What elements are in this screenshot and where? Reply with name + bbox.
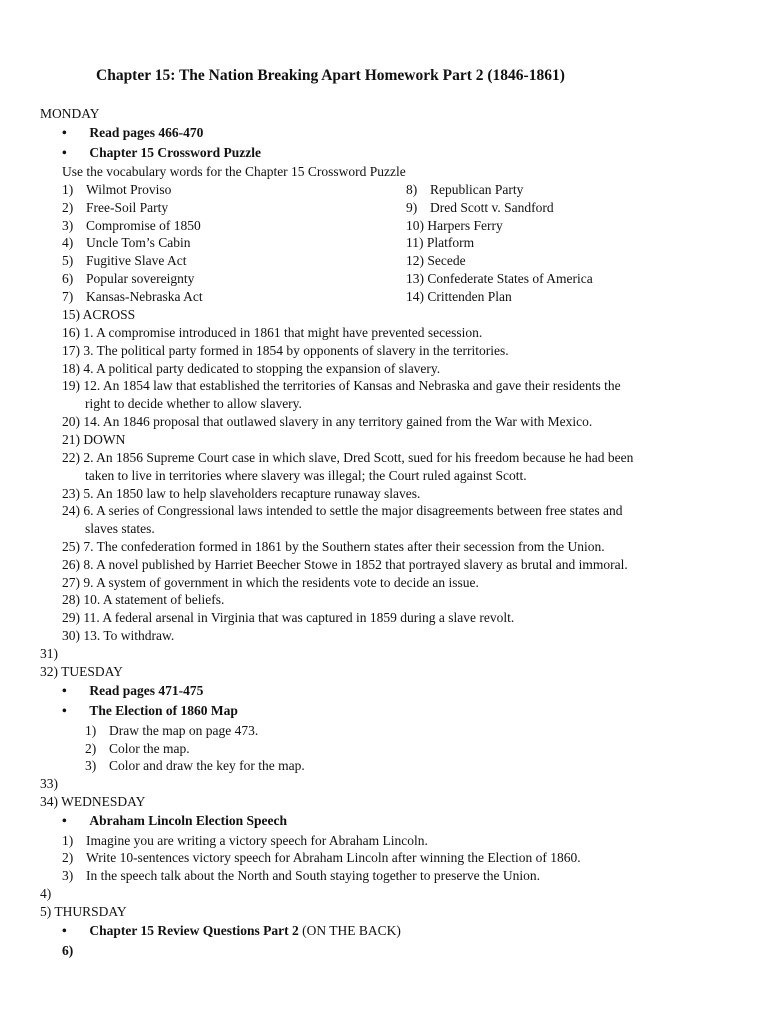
vocab-word: Kansas-Nebraska Act	[86, 289, 203, 304]
vocab-number: 9)	[406, 200, 418, 215]
item-text: 3. The political party formed in 1854 by opponents of slavery in the territories.	[83, 343, 509, 358]
list-item-continuation: right to decide whether to allow slavery.	[85, 396, 302, 411]
monday-bullet-item	[62, 144, 261, 161]
list-item	[62, 538, 605, 555]
list-item	[62, 413, 592, 430]
vocab-item	[62, 288, 203, 305]
vocab-number: 13)	[406, 271, 424, 286]
vocab-word: Harpers Ferry	[427, 218, 503, 233]
vocab-number: 14)	[406, 289, 424, 304]
day-label: THURSDAY	[54, 904, 127, 919]
vocab-item	[62, 234, 191, 251]
tuesday-heading	[40, 663, 123, 680]
item-number: 20)	[62, 414, 80, 429]
item-number: 5)	[40, 904, 52, 919]
item-text: 11. A federal arsenal in Virginia that was captured in 1859 during a slave revolt.	[83, 610, 515, 625]
vocab-word: Free-Soil Party	[86, 200, 169, 215]
vocab-number: 7)	[62, 289, 74, 304]
item-number: 21)	[62, 432, 80, 447]
vocab-word: Dred Scott v. Sandford	[430, 200, 554, 215]
day-label: TUESDAY	[61, 664, 123, 679]
thursday-heading	[40, 903, 127, 920]
vocab-number: 1)	[62, 182, 74, 197]
vocab-item	[62, 181, 171, 198]
item-number: 29)	[62, 610, 80, 625]
empty-list-number: 31)	[40, 646, 58, 661]
list-item	[62, 377, 621, 394]
bullet-icon: •	[62, 703, 67, 718]
list-item-continuation: slaves states.	[85, 521, 155, 536]
item-text: 9. A system of government in which the residents vote to decide an issue.	[83, 575, 479, 590]
vocab-item	[406, 252, 466, 269]
item-number: 26)	[62, 557, 80, 572]
item-number: 34)	[40, 794, 58, 809]
vocab-item	[406, 181, 523, 198]
bullet-icon: •	[62, 923, 67, 938]
vocab-word: Confederate States of America	[427, 271, 593, 286]
bullet-text: Chapter 15 Crossword Puzzle	[89, 145, 261, 160]
item-text: 8. A novel published by Harriet Beecher Stowe in 1852 that portrayed slavery as brutal and immoral.	[83, 557, 628, 572]
vocab-number: 5)	[62, 253, 74, 268]
item-text: 4. A political party dedicated to stopping the expansion of slavery.	[83, 361, 441, 376]
item-text: Imagine you are writing a victory speech for Abraham Lincoln.	[86, 833, 428, 848]
item-number: 24)	[62, 503, 80, 518]
vocab-item	[406, 270, 593, 287]
tuesday-bullet-item	[62, 682, 203, 699]
vocab-number: 11)	[406, 235, 424, 250]
vocab-item	[406, 288, 512, 305]
empty-list-number: 33)	[40, 776, 58, 791]
list-item	[62, 324, 482, 341]
item-text: Draw the map on page 473.	[109, 723, 259, 738]
bullet-icon: •	[62, 683, 67, 698]
item-number: 18)	[62, 361, 80, 376]
list-item	[62, 832, 428, 849]
list-item	[62, 556, 628, 573]
item-number: 22)	[62, 450, 80, 465]
list-item	[62, 342, 509, 359]
empty-list-number: 6)	[62, 943, 74, 958]
item-text: 5. An 1850 law to help slaveholders recapture runaway slaves.	[83, 486, 421, 501]
item-text: In the speech talk about the North and South staying together to preserve the Union.	[86, 868, 541, 883]
vocab-item	[406, 234, 474, 251]
list-item	[62, 306, 135, 323]
list-item	[62, 360, 440, 377]
item-number: 1)	[85, 723, 97, 738]
item-number: 2)	[62, 850, 74, 865]
vocab-number: 10)	[406, 218, 424, 233]
list-item	[62, 867, 540, 884]
list-item-continuation: taken to live in territories where slavery was illegal; the Court ruled against Scott.	[85, 468, 527, 483]
item-number: 3)	[62, 868, 74, 883]
bullet-text: Chapter 15 Review Questions Part 2	[89, 923, 299, 938]
vocab-number: 6)	[62, 271, 74, 286]
list-item	[85, 740, 190, 757]
item-number: 19)	[62, 378, 80, 393]
list-item	[62, 627, 174, 644]
vocab-word: Republican Party	[430, 182, 524, 197]
vocab-number: 2)	[62, 200, 74, 215]
bullet-text: Read pages 466-470	[89, 125, 204, 140]
day-label: WEDNESDAY	[61, 794, 146, 809]
item-text: 12. An 1854 law that established the territories of Kansas and Nebraska and gave their residents the	[83, 378, 621, 393]
vocab-number: 3)	[62, 218, 74, 233]
item-number: 25)	[62, 539, 80, 554]
item-text: 1. A compromise introduced in 1861 that might have prevented secession.	[83, 325, 483, 340]
list-item	[62, 849, 581, 866]
vocab-item	[62, 270, 194, 287]
vocab-word: Compromise of 1850	[86, 218, 201, 233]
vocab-item	[62, 217, 201, 234]
item-text: Color the map.	[109, 741, 190, 756]
vocab-item	[62, 252, 187, 269]
vocab-word: Popular sovereignty	[86, 271, 195, 286]
vocab-word: Crittenden Plan	[427, 289, 512, 304]
bullet-text: The Election of 1860 Map	[89, 703, 238, 718]
list-item	[85, 757, 305, 774]
item-number: 1)	[62, 833, 74, 848]
wednesday-bullet-item	[62, 812, 287, 829]
item-text: 10. A statement of beliefs.	[83, 592, 225, 607]
vocab-word: Uncle Tom’s Cabin	[86, 235, 191, 250]
vocab-number: 4)	[62, 235, 74, 250]
page-title: Chapter 15: The Nation Breaking Apart Homework Part 2 (1846-1861)	[96, 67, 565, 84]
bullet-icon: •	[62, 145, 67, 160]
item-text: Color and draw the key for the map.	[109, 758, 305, 773]
item-text: 13. To withdraw.	[83, 628, 175, 643]
thursday-bullet-item	[62, 922, 401, 939]
bullet-icon: •	[62, 813, 67, 828]
item-number: 30)	[62, 628, 80, 643]
item-number: 2)	[85, 741, 97, 756]
vocab-word: Fugitive Slave Act	[86, 253, 187, 268]
vocab-number: 8)	[406, 182, 418, 197]
list-item	[62, 485, 420, 502]
item-text: DOWN	[83, 432, 126, 447]
item-text: Write 10-sentences victory speech for Abraham Lincoln after winning the Election of 1860.	[86, 850, 581, 865]
vocab-number: 12)	[406, 253, 424, 268]
item-text: 2. An 1856 Supreme Court case in which slave, Dred Scott, sued for his freedom because he had been	[83, 450, 634, 465]
monday-bullet-item	[62, 124, 203, 141]
list-item	[62, 591, 224, 608]
list-item	[62, 449, 633, 466]
vocab-word: Secede	[427, 253, 466, 268]
item-number: 28)	[62, 592, 80, 607]
item-number: 3)	[85, 758, 97, 773]
wednesday-heading	[40, 793, 145, 810]
item-number: 17)	[62, 343, 80, 358]
list-item	[85, 722, 258, 739]
item-number: 23)	[62, 486, 80, 501]
item-text: 7. The confederation formed in 1861 by the Southern states after their secession from the Union.	[83, 539, 605, 554]
list-item	[62, 609, 514, 626]
item-number: 27)	[62, 575, 80, 590]
vocab-word: Platform	[426, 235, 475, 250]
list-item	[62, 502, 622, 519]
crossword-instruction: Use the vocabulary words for the Chapter 15 Crossword Puzzle	[62, 164, 406, 179]
vocab-word: Wilmot Proviso	[86, 182, 172, 197]
list-item	[62, 431, 125, 448]
vocab-item	[62, 199, 168, 216]
item-number: 15)	[62, 307, 80, 322]
vocab-item	[406, 199, 554, 216]
item-number: 16)	[62, 325, 80, 340]
bullet-icon: •	[62, 125, 67, 140]
bullet-text: Abraham Lincoln Election Speech	[89, 813, 288, 828]
bullet-note: (ON THE BACK)	[302, 923, 401, 938]
item-text: ACROSS	[82, 307, 136, 322]
tuesday-bullet-item	[62, 702, 238, 719]
item-text: 14. An 1846 proposal that outlawed slavery in any territory gained from the War with Mexico.	[83, 414, 593, 429]
monday-heading: MONDAY	[40, 106, 100, 121]
bullet-text: Read pages 471-475	[89, 683, 204, 698]
vocab-item	[406, 217, 503, 234]
empty-list-number: 4)	[40, 886, 52, 901]
item-number: 32)	[40, 664, 58, 679]
list-item	[62, 574, 479, 591]
item-text: 6. A series of Congressional laws intended to settle the major disagreements between free states and	[83, 503, 623, 518]
